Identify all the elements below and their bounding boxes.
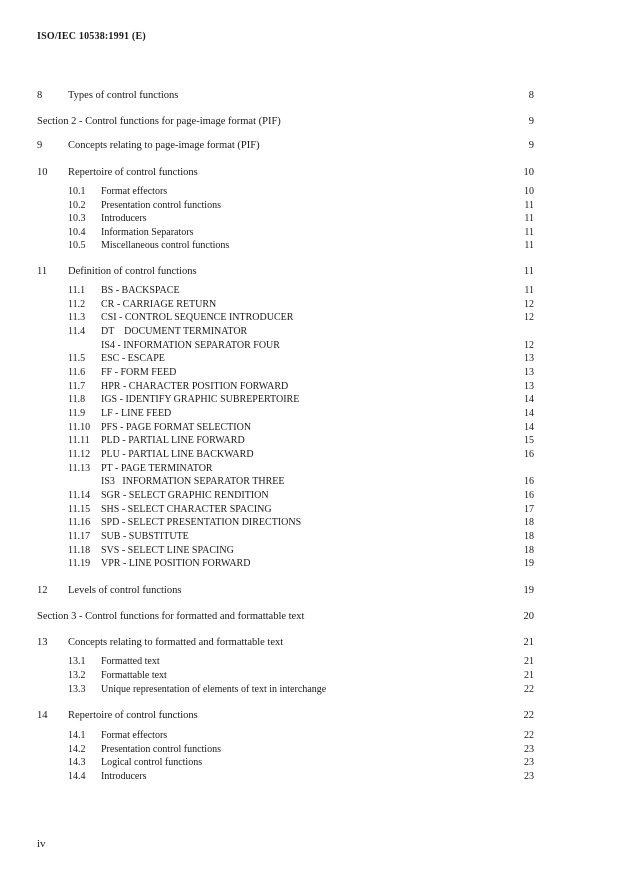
toc-number: 11.4 bbox=[68, 326, 86, 337]
toc-number: 14.4 bbox=[68, 771, 86, 782]
toc-number: 11.2 bbox=[68, 299, 86, 310]
toc-page-number: 23 bbox=[524, 771, 534, 782]
toc-number: 14.3 bbox=[68, 757, 86, 768]
toc-title: CSI - CONTROL SEQUENCE INTRODUCER bbox=[101, 312, 294, 323]
toc-title: FF - FORM FEED bbox=[101, 367, 177, 378]
toc-number: 10.3 bbox=[68, 213, 86, 224]
toc-page-number: 13 bbox=[524, 381, 534, 392]
toc-title: DT DOCUMENT TERMINATOR bbox=[101, 326, 248, 337]
toc-page-number: 21 bbox=[523, 637, 534, 648]
toc-number: 10.4 bbox=[68, 227, 86, 238]
toc-section-title: Section 2 - Control functions for page-image format (PIF) bbox=[37, 116, 281, 127]
toc-page-number: 20 bbox=[523, 611, 534, 622]
toc-title: Formattable text bbox=[101, 670, 167, 681]
toc-number: 11.9 bbox=[68, 408, 86, 419]
toc-number: 11 bbox=[37, 266, 48, 277]
toc-number: 11.16 bbox=[68, 517, 91, 528]
toc-page-number: 11 bbox=[524, 285, 534, 296]
toc-title: Miscellaneous control functions bbox=[101, 240, 230, 251]
toc-number: 10 bbox=[37, 167, 48, 178]
toc-number: 11.6 bbox=[68, 367, 86, 378]
toc-title: SVS - SELECT LINE SPACING bbox=[101, 545, 234, 556]
toc-title: Information Separators bbox=[101, 227, 194, 238]
toc-number: 11.11 bbox=[68, 435, 90, 446]
toc-title: HPR - CHARACTER POSITION FORWARD bbox=[101, 381, 289, 392]
toc-title: Types of control functions bbox=[68, 90, 179, 101]
toc-page-number: 10 bbox=[524, 186, 534, 197]
running-header: ISO/IEC 10538:1991 (E) bbox=[37, 31, 146, 42]
toc-page-number: 22 bbox=[523, 710, 534, 721]
toc-number: 11.18 bbox=[68, 545, 91, 556]
toc-page-number: 8 bbox=[528, 90, 534, 101]
toc-page-number: 13 bbox=[524, 353, 534, 364]
toc-page-number: 11 bbox=[524, 227, 534, 238]
toc-page-number: 23 bbox=[524, 744, 534, 755]
toc-title: SGR - SELECT GRAPHIC RENDITION bbox=[101, 490, 269, 501]
toc-number: 13 bbox=[37, 637, 48, 648]
toc-page-number: 16 bbox=[524, 490, 534, 501]
toc-title: PLD - PARTIAL LINE FORWARD bbox=[101, 435, 245, 446]
toc-page-number: 19 bbox=[524, 558, 534, 569]
toc-number: 14.1 bbox=[68, 730, 86, 741]
toc-number: 11.10 bbox=[68, 422, 91, 433]
toc-page-number: 13 bbox=[524, 367, 534, 378]
toc-number: 9 bbox=[37, 140, 43, 151]
toc-page-number: 22 bbox=[524, 730, 534, 741]
toc-number: 11.3 bbox=[68, 312, 86, 323]
toc-title: IS4 - INFORMATION SEPARATOR FOUR bbox=[101, 340, 280, 351]
toc-page-number: 17 bbox=[524, 504, 534, 515]
toc-page-number: 12 bbox=[524, 340, 534, 351]
toc-page-number: 12 bbox=[524, 312, 534, 323]
toc-page-number: 16 bbox=[524, 476, 534, 487]
toc-title: PT - PAGE TERMINATOR bbox=[101, 463, 213, 474]
toc-page-number: 21 bbox=[524, 656, 534, 667]
toc-page-number: 21 bbox=[524, 670, 534, 681]
toc-page-number: 23 bbox=[524, 757, 534, 768]
toc-number: 14.2 bbox=[68, 744, 86, 755]
toc-title: Concepts relating to page-image format (PIF) bbox=[68, 140, 260, 151]
toc-page-number: 14 bbox=[524, 408, 534, 419]
toc-title: PFS - PAGE FORMAT SELECTION bbox=[101, 422, 252, 433]
toc-title: BS - BACKSPACE bbox=[101, 285, 180, 296]
toc-page-number: 12 bbox=[524, 299, 534, 310]
toc-page-number: 22 bbox=[524, 684, 534, 695]
toc-number: 10.5 bbox=[68, 240, 86, 251]
toc-number: 11.14 bbox=[68, 490, 91, 501]
toc-title: SHS - SELECT CHARACTER SPACING bbox=[101, 504, 272, 515]
toc-section-title: Section 3 - Control functions for formatted and formattable text bbox=[37, 611, 305, 622]
toc-page-number: 9 bbox=[528, 140, 534, 151]
toc-title: Concepts relating to formatted and formattable text bbox=[68, 637, 284, 648]
toc-title: Presentation control functions bbox=[101, 744, 221, 755]
toc-title: Presentation control functions bbox=[101, 200, 221, 211]
toc-number: 11.5 bbox=[68, 353, 86, 364]
toc-title: Formatted text bbox=[101, 656, 160, 667]
toc-number: 11.13 bbox=[68, 463, 91, 474]
toc-page-number: 10 bbox=[523, 167, 534, 178]
toc-number: 13.2 bbox=[68, 670, 86, 681]
toc-number: 11.7 bbox=[68, 381, 86, 392]
toc-title: IGS - IDENTIFY GRAPHIC SUBREPERTOIRE bbox=[101, 394, 300, 405]
toc-title: LF - LINE FEED bbox=[101, 408, 172, 419]
toc-page-number: 18 bbox=[524, 517, 534, 528]
toc-number: 11.1 bbox=[68, 285, 86, 296]
toc-number: 11.17 bbox=[68, 531, 91, 542]
toc-page-number: 11 bbox=[524, 240, 534, 251]
toc-number: 12 bbox=[37, 585, 48, 596]
toc-title: CR - CARRIAGE RETURN bbox=[101, 299, 217, 310]
toc-title: Definition of control functions bbox=[68, 266, 197, 277]
toc-title: SPD - SELECT PRESENTATION DIRECTIONS bbox=[101, 517, 302, 528]
toc-page-number: 14 bbox=[524, 422, 534, 433]
toc-page-number: 11 bbox=[524, 213, 534, 224]
toc-title: Format effectors bbox=[101, 186, 168, 197]
toc-number: 10.2 bbox=[68, 200, 86, 211]
toc-page-number: 11 bbox=[524, 200, 534, 211]
toc-title: Repertoire of control functions bbox=[68, 167, 198, 178]
toc-title: Format effectors bbox=[101, 730, 168, 741]
toc-number: 13.1 bbox=[68, 656, 86, 667]
toc-page-number: 19 bbox=[523, 585, 534, 596]
toc-page-number: 18 bbox=[524, 545, 534, 556]
toc-title: Introducers bbox=[101, 213, 147, 224]
toc-page-number: 11 bbox=[523, 266, 534, 277]
toc-title: IS3 INFORMATION SEPARATOR THREE bbox=[101, 476, 285, 487]
toc-number: 11.19 bbox=[68, 558, 91, 569]
toc-title: Levels of control functions bbox=[68, 585, 182, 596]
toc-number: 13.3 bbox=[68, 684, 86, 695]
toc-title: Unique representation of elements of text in interchange bbox=[101, 684, 327, 695]
toc-title: Logical control functions bbox=[101, 757, 203, 768]
toc-number: 11.12 bbox=[68, 449, 91, 460]
toc-title: Repertoire of control functions bbox=[68, 710, 198, 721]
toc-number: 8 bbox=[37, 90, 43, 101]
toc-page-number: 9 bbox=[528, 116, 534, 127]
toc-page-number: 18 bbox=[524, 531, 534, 542]
toc-title: SUB - SUBSTITUTE bbox=[101, 531, 189, 542]
page-number: iv bbox=[37, 838, 46, 850]
toc-page-number: 14 bbox=[524, 394, 534, 405]
toc-number: 11.8 bbox=[68, 394, 86, 405]
toc-page-number: 15 bbox=[524, 435, 534, 446]
toc-title: VPR - LINE POSITION FORWARD bbox=[101, 558, 251, 569]
toc-page-number: 16 bbox=[524, 449, 534, 460]
toc-title: Introducers bbox=[101, 771, 147, 782]
toc-title: PLU - PARTIAL LINE BACKWARD bbox=[101, 449, 254, 460]
toc-title: ESC - ESCAPE bbox=[101, 353, 165, 364]
toc-number: 11.15 bbox=[68, 504, 91, 515]
toc-number: 14 bbox=[37, 710, 48, 721]
toc-number: 10.1 bbox=[68, 186, 86, 197]
